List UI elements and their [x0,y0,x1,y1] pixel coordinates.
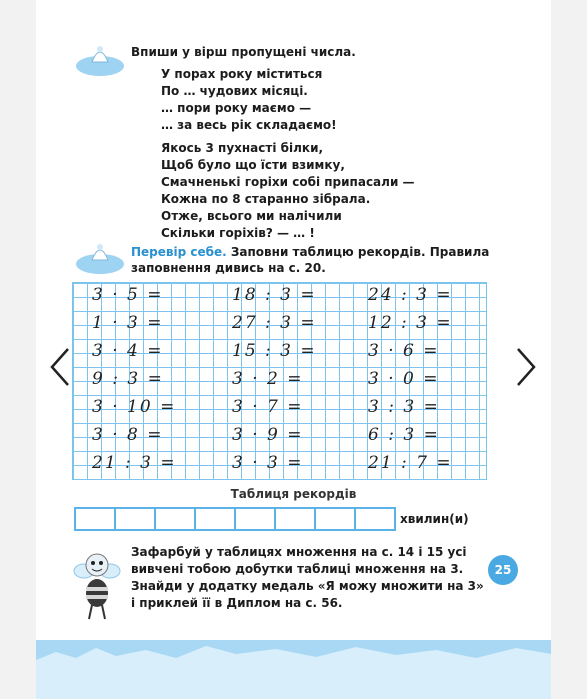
task3-line: Знайди у додатку медаль «Я можу множити на 3» [131,579,484,593]
task2-instruction-line2: заповнення дивись на с. 20. [131,261,326,275]
exercise: 3 · 10 = [92,397,177,417]
town-silhouette [36,640,551,699]
records-cell [316,509,356,529]
poem-line: Отже, всього ми налічили [161,209,342,223]
exercise: 3 · 6 = [368,341,440,361]
records-table [74,507,396,531]
exercise: 3 · 8 = [92,425,164,445]
records-cell [76,509,116,529]
exercise: 9 : 3 = [92,369,164,389]
exercise: 24 : 3 = [368,285,453,305]
exercise: 3 · 0 = [368,369,440,389]
records-cell [236,509,276,529]
viewer-background-left [0,0,36,699]
next-page-icon[interactable] [512,345,540,389]
poem-line: Якось 3 пухнасті білки, [161,141,324,155]
page-number: 25 [488,555,518,585]
task3-line: Зафарбуй у таблицях множення на с. 14 і 15 усі [131,545,467,559]
task2-instruction [131,244,489,260]
records-cell [276,509,316,529]
poem-line: … пори року маємо — [161,101,312,115]
minutes-label: хвилин(и) [400,512,469,526]
exercise: 6 : 3 = [368,425,440,445]
task1-instruction: Впиши у вірш пропущені числа. [131,45,356,59]
exercise: 3 · 5 = [92,285,164,305]
flower-icon [74,238,126,278]
exercise: 3 : 3 = [368,397,440,417]
exercise: 21 : 3 = [92,453,177,473]
records-cell [116,509,156,529]
exercise: 3 · 7 = [232,397,304,417]
poem-line: … за весь рік складаємо! [161,118,337,132]
exercise: 12 : 3 = [368,313,453,333]
exercise: 3 · 4 = [92,341,164,361]
poem-line: Щоб було що їсти взимку, [161,158,345,172]
poem-line: У порах року міститься [161,67,323,81]
records-title: Таблиця рекордів [230,487,357,501]
exercise: 3 · 2 = [232,369,304,389]
poem-line: Скільки горіхів? — … ! [161,226,315,240]
previous-page-icon[interactable] [46,345,74,389]
task3-line: і приклей її в Диплом на с. 56. [131,596,343,610]
task3-line: вивчені тобою добутки таблиці множення на 3. [131,562,464,576]
task2-instruction-line1: Заповни таблицю рекордів. Правила [226,245,490,259]
exercise: 21 : 7 = [368,453,453,473]
poem-line: По … чудових місяці. [161,84,308,98]
poem-line: Кожна по 8 старанно зібрала. [161,192,371,206]
viewer-background-right [551,0,587,699]
check-yourself-label: Перевір себе. [131,245,227,259]
flower-icon [74,40,126,80]
exercise: 15 : 3 = [232,341,317,361]
exercise: 3 · 9 = [232,425,304,445]
records-cell [356,509,394,529]
exercise: 1 · 3 = [92,313,164,333]
exercise: 27 : 3 = [232,313,317,333]
poem-line: Смачненькі горіхи собі припасали — [161,175,415,189]
bee-mascot-icon [72,545,122,623]
records-cell [156,509,196,529]
exercise: 18 : 3 = [232,285,317,305]
records-cell [196,509,236,529]
exercise: 3 · 3 = [232,453,304,473]
